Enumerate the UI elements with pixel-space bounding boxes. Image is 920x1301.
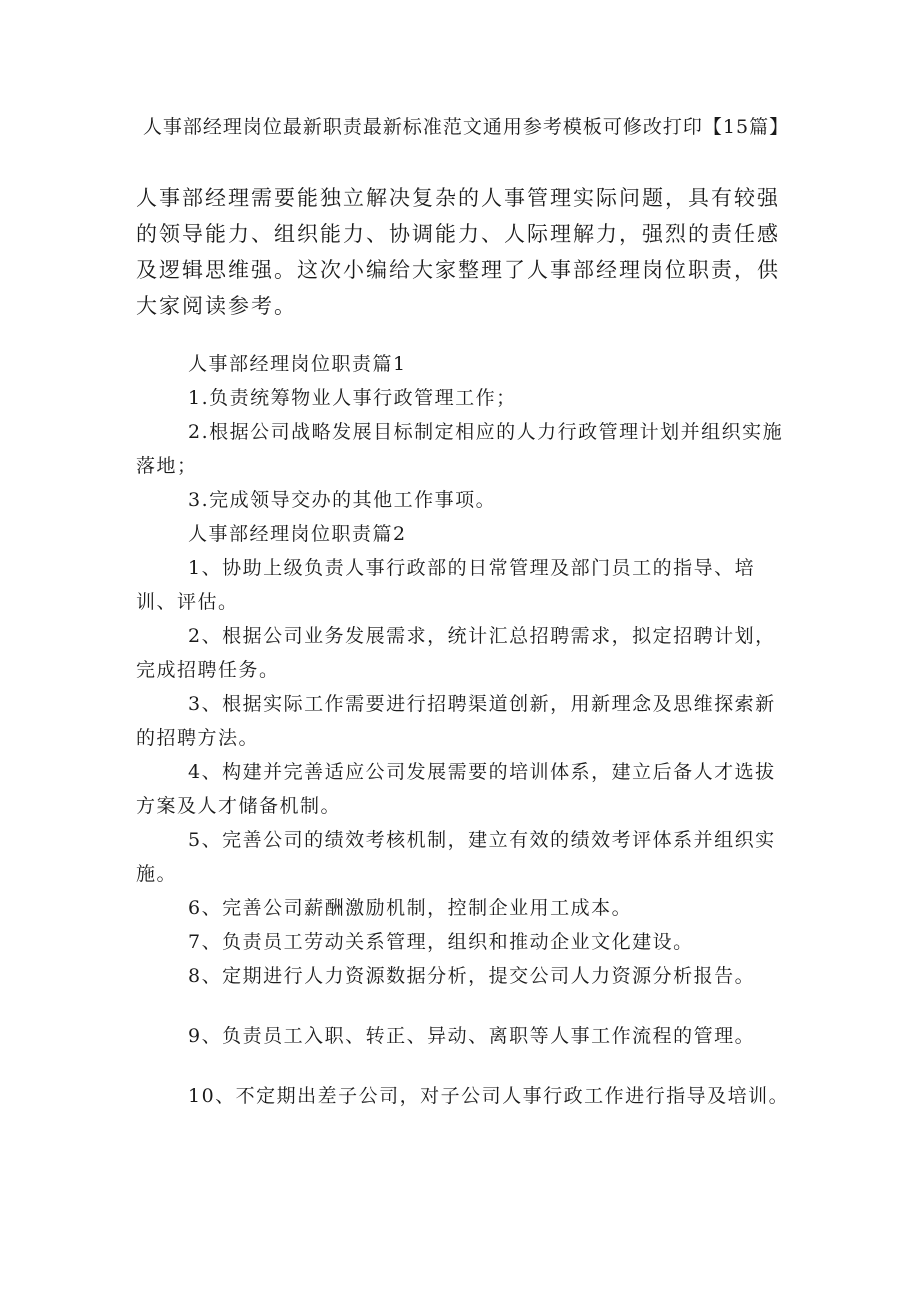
document-title: 人事部经理岗位最新职责最新标准范文通用参考模板可修改打印【15篇】: [142, 116, 790, 138]
section-2: [136, 517, 796, 1113]
list-item: 1、协助上级负责人事行政部的日常管理及部门员工的指导、培训、评估。: [136, 557, 756, 613]
section-heading: 人事部经理岗位职责篇2: [188, 523, 407, 545]
list-item: 2、根据公司业务发展需求，统计汇总招聘需求，拟定招聘计划，完成招聘任务。: [136, 625, 776, 681]
list-item: 9、负责员工入职、转正、异动、离职等人事工作流程的管理。: [188, 1025, 756, 1047]
list-item: 3.完成领导交办的其他工作事项。: [188, 489, 497, 511]
section-heading: 人事部经理岗位职责篇1: [188, 353, 407, 375]
list-item: 1.负责统筹物业人事行政管理工作；: [188, 387, 517, 409]
intro-paragraph: 人事部经理需要能独立解决复杂的人事管理实际问题，具有较强的领导能力、组织能力、协调能力、人际理解力，强烈的责任感及逻辑思维强。这次小编给大家整理了人事部经理岗位职责，供大家阅读参考。: [136, 186, 780, 318]
list-item: 6、完善公司薪酬激励机制，控制企业用工成本。: [188, 897, 633, 919]
list-item: 7、负责员工劳动关系管理，组织和推动企业文化建设。: [188, 931, 694, 953]
list-item: 5、完善公司的绩效考核机制，建立有效的绩效考评体系并组织实施。: [136, 829, 776, 885]
list-item: 4、构建并完善适应公司发展需要的培训体系，建立后备人才选拔方案及人才储备机制。: [136, 761, 776, 817]
list-item: 3、根据实际工作需要进行招聘渠道创新，用新理念及思维探索新的招聘方法。: [136, 693, 776, 749]
list-item: 2.根据公司战略发展目标制定相应的人力行政管理计划并组织实施落地；: [136, 421, 784, 477]
list-item: 10、不定期出差子公司，对子公司人事行政工作进行指导及培训。: [188, 1085, 790, 1107]
list-item: 8、定期进行人力资源数据分析，提交公司人力资源分析报告。: [188, 965, 756, 987]
section-1: [136, 347, 796, 517]
